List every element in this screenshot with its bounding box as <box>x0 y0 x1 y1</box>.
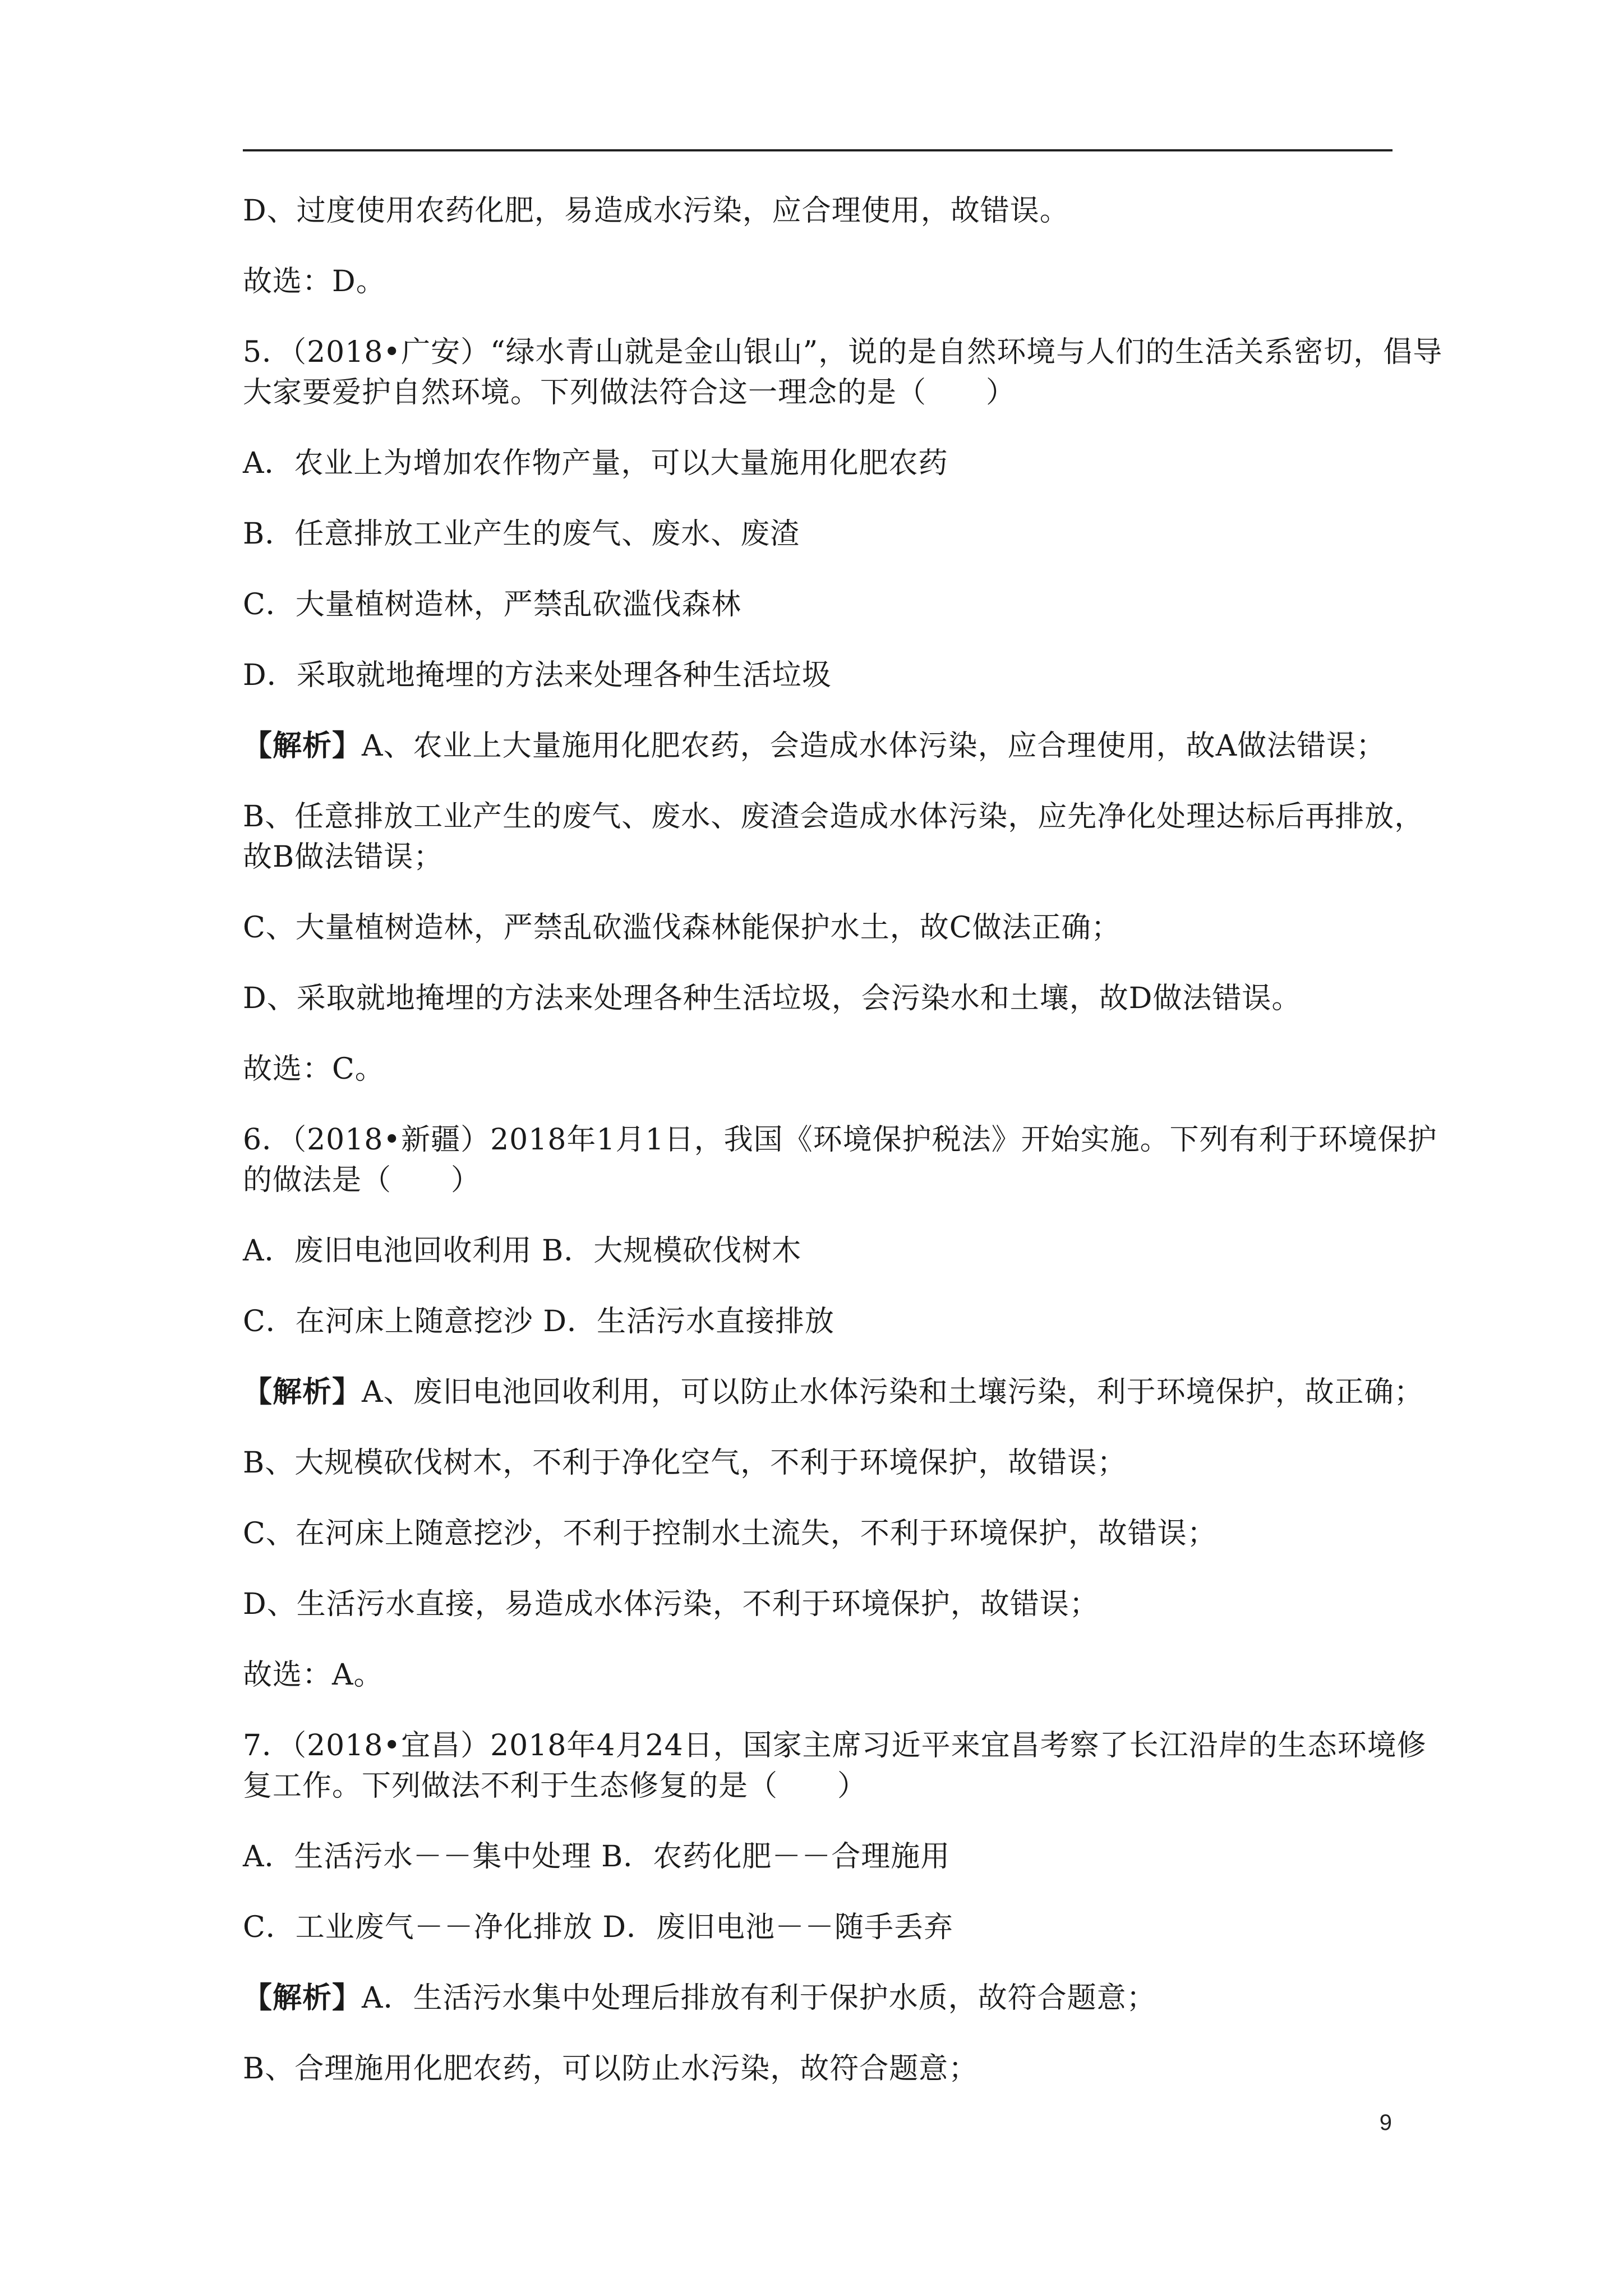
analysis-text: B、大规模砍伐树木，不利于净化空气，不利于环境保护，故错误； <box>243 1446 1127 1480</box>
analysis-text: D、采取就地掩埋的方法来处理各种生活垃圾，会污染水和土壤，故D做法错误。 <box>243 982 1302 1015</box>
question-text: 复工作。下列做法不利于生态修复的是（ ） <box>243 1769 868 1803</box>
options-ab: A．生活污水－－集中处理 B．农药化肥－－合理施用 <box>243 1840 951 1874</box>
question-text: 5．（2018•广安）“绿水青山就是金山银山”，说的是自然环境与人们的生活关系密切，倡导 <box>243 335 1443 369</box>
option-d: D．采取就地掩埋的方法来处理各种生活垃圾 <box>243 659 832 692</box>
question-7 <box>243 1726 1427 1806</box>
answer-line: 故选：A。 <box>243 1658 384 1692</box>
analysis-text: C、大量植树造林，严禁乱砍滥伐森林能保护水土，故C做法正确； <box>243 911 1121 945</box>
analysis-text: 故B做法错误； <box>243 840 444 874</box>
document-body <box>243 191 1443 2089</box>
analysis-text: A、农业上大量施用化肥农药，会造成水体污染，应合理使用，故A做法错误； <box>362 729 1386 763</box>
analysis-b <box>243 797 1424 877</box>
question-5 <box>243 332 1443 413</box>
analysis-text: A、废旧电池回收利用，可以防止水体污染和土壤污染，利于环境保护，故正确； <box>362 1375 1424 1409</box>
question-text: 大家要爱护自然环境。下列做法符合这一理念的是（ ） <box>243 376 1016 409</box>
analysis-text: A．生活污水集中处理后排放有利于保护水质，故符合题意； <box>362 1981 1156 2015</box>
analysis-tag: 【解析】 <box>243 1375 362 1409</box>
analysis-tag: 【解析】 <box>243 1981 362 2015</box>
options-cd: C．工业废气－－净化排放 D．废旧电池－－随手丢弃 <box>243 1911 954 1944</box>
page-number: 9 <box>1379 2110 1392 2135</box>
header-rule <box>243 149 1393 151</box>
options-ab: A．废旧电池回收利用 B．大规模砍伐树木 <box>243 1234 802 1268</box>
analysis-text: D、生活污水直接，易造成水体污染，不利于环境保护，故错误； <box>243 1588 1099 1621</box>
question-6 <box>243 1120 1437 1200</box>
options-cd: C．在河床上随意挖沙 D．生活污水直接排放 <box>243 1305 835 1338</box>
question-text: 7．（2018•宜昌）2018年4月24日，国家主席习近平来宜昌考察了长江沿岸的生态环境修 <box>243 1729 1427 1763</box>
question-text: 6．（2018•新疆）2018年1月1日，我国《环境保护税法》开始实施。下列有利于环境保护 <box>243 1123 1437 1157</box>
text-line: D、过度使用农药化肥，易造成水污染，应合理使用，故错误。 <box>243 194 1069 228</box>
analysis-text: C、在河床上随意挖沙，不利于控制水土流失，不利于环境保护，故错误； <box>243 1517 1217 1550</box>
option-c: C．大量植树造林，严禁乱砍滥伐森林 <box>243 588 741 622</box>
answer-line: 故选：C。 <box>243 1052 385 1086</box>
analysis-tag: 【解析】 <box>243 729 362 763</box>
analysis-text: B、任意排放工业产生的废气、废水、废渣会造成水体污染，应先净化处理达标后再排放， <box>243 800 1424 834</box>
answer-line: 故选：D。 <box>243 265 386 298</box>
option-b: B．任意排放工业产生的废气、废水、废渣 <box>243 517 800 551</box>
question-text: 的做法是（ ） <box>243 1163 481 1197</box>
analysis-text: B、合理施用化肥农药，可以防止水污染，故符合题意； <box>243 2052 979 2086</box>
analysis-line <box>243 726 1393 766</box>
option-a: A．农业上为增加农作物产量，可以大量施用化肥农药 <box>243 447 948 480</box>
analysis-line <box>243 1372 1424 1412</box>
analysis-line <box>243 1978 1393 2018</box>
